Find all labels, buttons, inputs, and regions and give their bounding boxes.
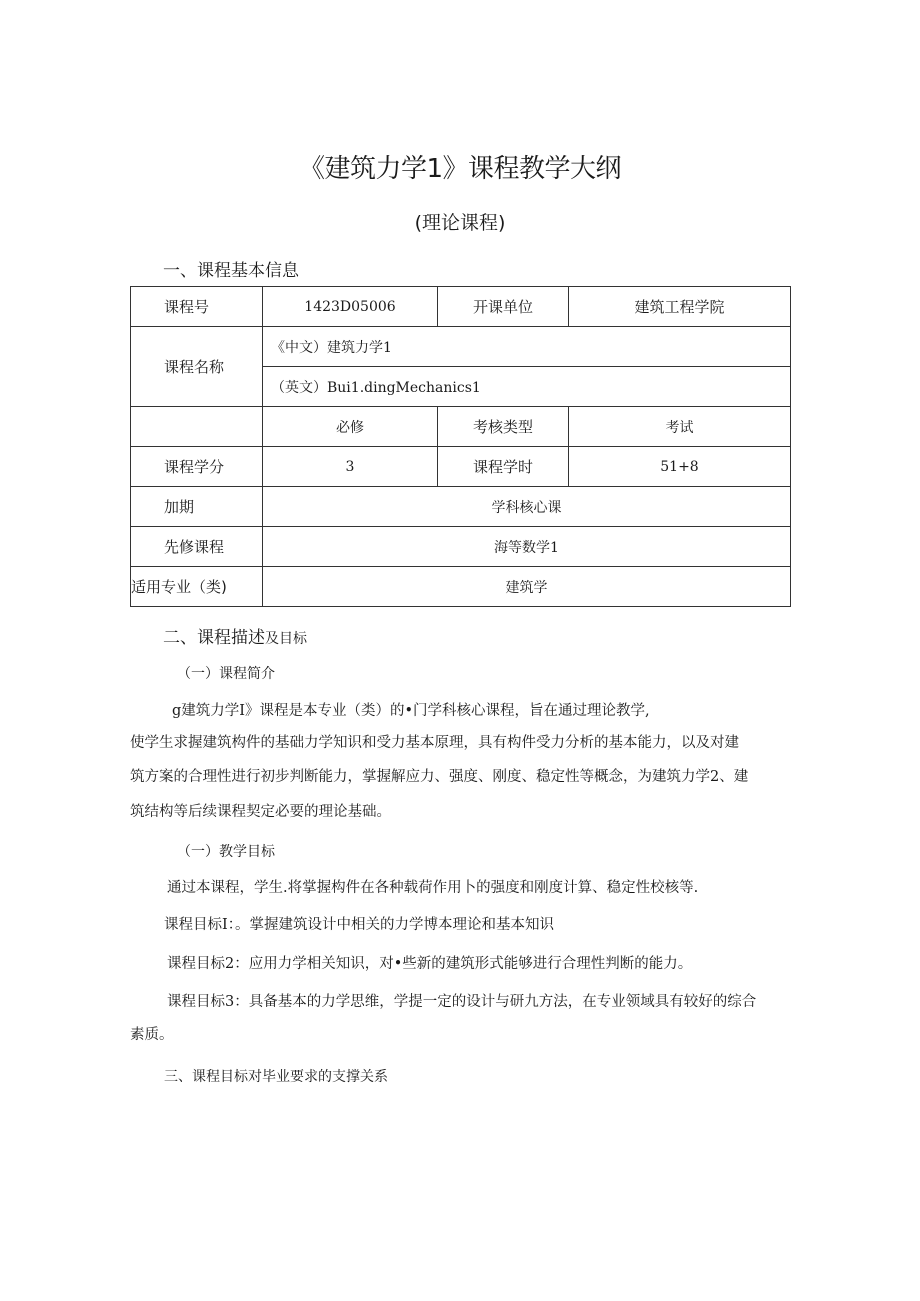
table-row bbox=[131, 567, 791, 607]
section-heading-description-tail: 及目标 bbox=[265, 631, 307, 647]
category-value: 学科核心课 bbox=[263, 487, 791, 527]
assessment-value: 考试 bbox=[569, 407, 791, 447]
table-row bbox=[131, 407, 791, 447]
course-info-table bbox=[130, 286, 791, 607]
table-row bbox=[131, 447, 791, 487]
table-row bbox=[131, 487, 791, 527]
table-row bbox=[131, 527, 791, 567]
course-name-cn: 《中文）建筑力学1 bbox=[263, 327, 791, 367]
hours-label: 课程学时 bbox=[438, 447, 569, 487]
intro-paragraph-line: g建筑力学I》课程是本专业（类）的•门学科核心课程，旨在通过理论教学, bbox=[172, 703, 650, 719]
document-title: 《建筑力学1》课程教学大纲 bbox=[298, 154, 622, 184]
assessment-label: 考核类型 bbox=[438, 407, 569, 447]
course-goal-3-line: 素质。 bbox=[130, 1027, 174, 1043]
subheading-goals: （一）教学目标 bbox=[177, 844, 275, 860]
prerequisite-label: 先修课程 bbox=[131, 527, 263, 567]
course-goal-2: 课程目标2：应用力学相关知识，对•些新的建筑形式能够进行合理性判断的能力。 bbox=[167, 956, 693, 972]
major-value: 建筑学 bbox=[263, 567, 791, 607]
intro-paragraph-line: 筑结构等后续课程契定必要的理论基础。 bbox=[130, 804, 391, 820]
prerequisite-value: 海等数学1 bbox=[263, 527, 791, 567]
course-code-value: 1423D05006 bbox=[263, 287, 438, 327]
course-type-label bbox=[131, 407, 263, 447]
credits-label: 课程学分 bbox=[131, 447, 263, 487]
table-row bbox=[131, 287, 791, 327]
intro-paragraph-line: 使学生求握建筑构件的基础力学知识和受力基本原理，具有构件受力分析的基本能力，以及对建 bbox=[130, 735, 739, 751]
course-name-en: （英文）Bui1.dingMechanics1 bbox=[263, 367, 791, 407]
goals-intro: 通过本课程，学生.将掌握构件在各种载荷作用卜的强度和刚度计算、稳定性校核等. bbox=[167, 880, 699, 896]
course-type-value: 必修 bbox=[263, 407, 438, 447]
course-goal-3-line: 课程目标3：具备基本的力学思维，学提一定的设计与研九方法，在专业领域具有较好的综合 bbox=[167, 994, 757, 1010]
category-label: 加期 bbox=[131, 487, 263, 527]
intro-paragraph-line: 筑方案的合理性进行初步判断能力，掌握解应力、强度、刚度、稳定性等概念，为建筑力学2、建 bbox=[130, 769, 749, 785]
section-heading-description bbox=[163, 623, 307, 648]
department-value: 建筑工程学院 bbox=[569, 287, 791, 327]
major-label: 适用专业（类) bbox=[131, 567, 263, 607]
course-name-label: 课程名称 bbox=[131, 327, 263, 407]
department-label: 开课单位 bbox=[438, 287, 569, 327]
section-heading-description-main: 二、课程描述 bbox=[163, 628, 265, 648]
course-code-label: 课程号 bbox=[131, 287, 263, 327]
table-row bbox=[131, 327, 791, 367]
course-goal-1: 课程目标I：。掌握建筑设计中相关的力学博本理论和基本知识 bbox=[164, 917, 554, 933]
hours-value: 51+8 bbox=[569, 447, 791, 487]
section-heading-basic-info: 一、课程基本信息 bbox=[163, 261, 299, 281]
subheading-intro: （一）课程简介 bbox=[177, 666, 275, 682]
section-heading-support: 三、课程目标对毕业要求的支撑关系 bbox=[164, 1069, 388, 1085]
document-subtitle: (理论课程) bbox=[414, 212, 506, 234]
credits-value: 3 bbox=[263, 447, 438, 487]
